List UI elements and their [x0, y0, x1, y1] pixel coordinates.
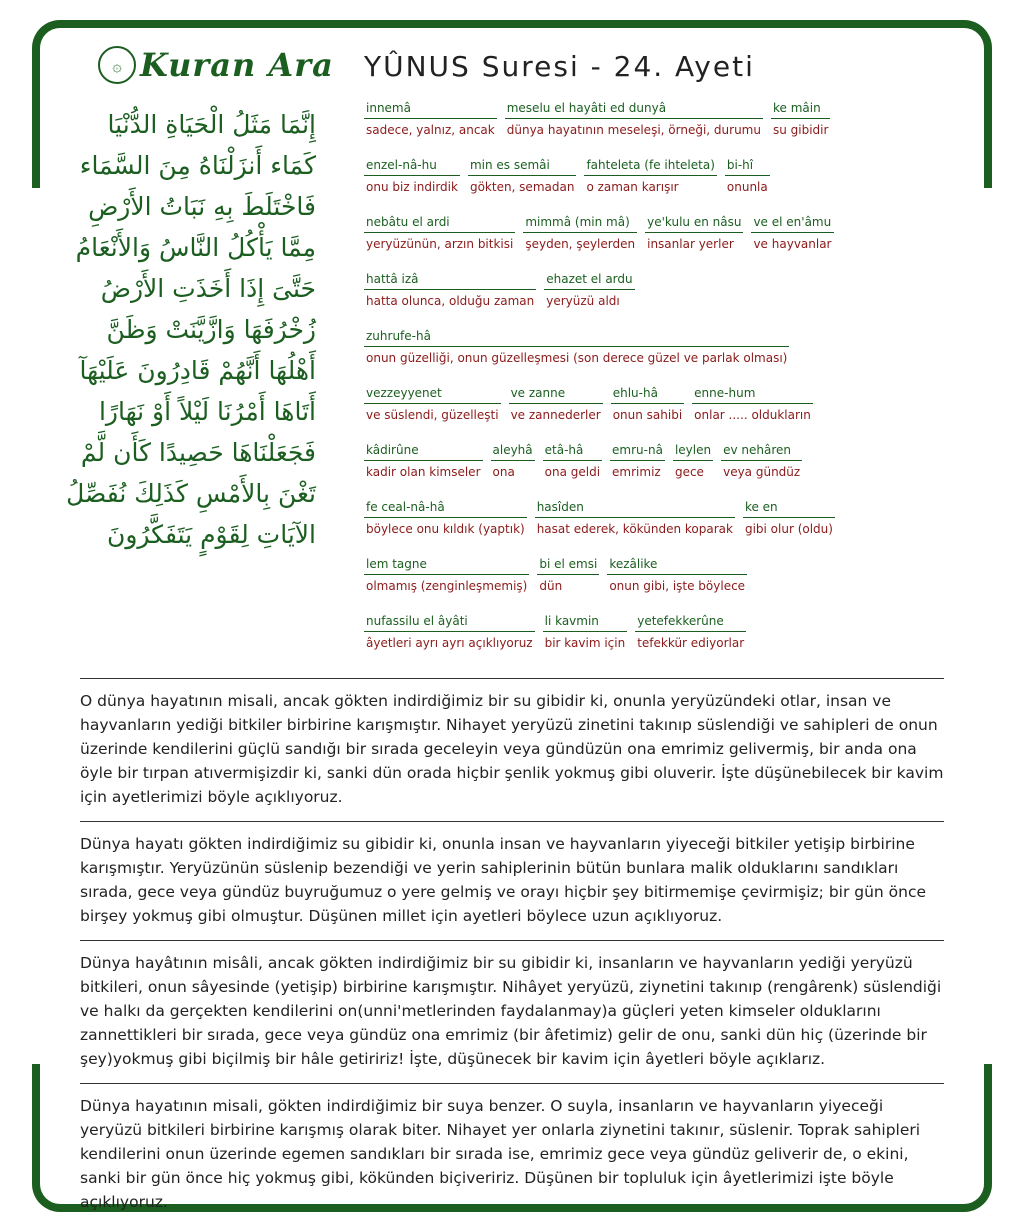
word-item[interactable]: [364, 557, 529, 614]
word-item[interactable]: [771, 101, 830, 158]
word-item[interactable]: [535, 500, 735, 557]
word-meaning: hatta olunca, olduğu zaman: [366, 294, 535, 308]
word-item[interactable]: [537, 557, 599, 614]
word-transliteration[interactable]: enne-hum: [692, 386, 813, 404]
word-meaning: onun güzelliği, onun güzelleşmesi (son derece güzel ve parlak olması): [366, 351, 788, 365]
word-item[interactable]: [364, 272, 536, 329]
word-meaning: âyetleri ayrı ayrı açıklıyoruz: [366, 636, 533, 650]
word-transliteration[interactable]: yetefekkerûne: [635, 614, 746, 632]
arabic-line: فَجَعَلْنَاهَا حَصِيدًا كَأَن لَّمْ: [80, 438, 316, 467]
word-transliteration[interactable]: min es semâi: [468, 158, 576, 176]
word-item[interactable]: [611, 386, 684, 443]
word-meaning: veya gündüz: [723, 465, 801, 479]
word-item[interactable]: [584, 158, 716, 215]
word-meaning: gece: [674, 465, 704, 479]
word-transliteration[interactable]: kezâlike: [607, 557, 747, 575]
word-meaning: onun sahibi: [612, 408, 683, 422]
word-transliteration[interactable]: ke en: [743, 500, 835, 518]
page-title: YÛNUS Suresi - 24. Ayeti: [364, 50, 755, 83]
word-transliteration[interactable]: hattâ izâ: [364, 272, 536, 290]
word-meaning: şeyden, şeylerden: [525, 237, 636, 251]
word-transliteration[interactable]: bi-hî: [725, 158, 770, 176]
word-transliteration[interactable]: nebâtu el ardi: [364, 215, 515, 233]
word-item[interactable]: [505, 101, 763, 158]
word-item[interactable]: [364, 101, 497, 158]
word-transliteration[interactable]: aleyhâ: [491, 443, 535, 461]
word-transliteration[interactable]: ke mâin: [771, 101, 830, 119]
word-row: [364, 557, 984, 614]
word-item[interactable]: [635, 614, 746, 671]
word-meaning: yeryüzünün, arzın bitkisi: [366, 237, 514, 251]
word-transliteration[interactable]: mimmâ (min mâ): [523, 215, 637, 233]
word-row: [364, 500, 984, 557]
word-transliteration[interactable]: ev nehâren: [721, 443, 802, 461]
translation-paragraph: Dünya hayatı gökten indirdiğimiz su gibidir ki, onunla insan ve hayvanların yiyeceği bitkiler yetişip birbirine karışmıştır. Yeryüzünün süslenip bezendiği ve yerin sahiplerinin bütün bunlara malik olduklarını sandıkları sırada, gece veya gündüz buyruğumuz o yere gelmiş ve orayı hiçbir şey bitirmemişe çevirmişiz; bir gün önce birşey yokmuş gibi olmuştur. Düşünen millet için ayetleri böylece uzun açıklıyoruz.: [80, 821, 944, 940]
word-transliteration[interactable]: meselu el hayâti ed dunyâ: [505, 101, 763, 119]
translation-paragraph: Dünya hayatının misali, gökten indirdiğimiz bir suya benzer. O suyla, insanların ve hayvanların yiyeceği yeryüzü bitkileri birbirine karışmış olarak biter. Nihayet yer onlarla ziynetini takınır, süslenir. Toprak sahipleri kendilerini onun üzerinde egemen sandıkları bir sırada ise, emrimiz gece veya gündüz geliverir de, o ekini, sanki bir gün önce hiç yokmuş gibi, kökünden biçiveririz. Düşünen bir topluluk için âyetlerimizi işte böyle açıklıyoruz.: [80, 1083, 944, 1226]
word-item[interactable]: [645, 215, 743, 272]
word-item[interactable]: [725, 158, 770, 215]
word-transliteration[interactable]: ve el en'âmu: [751, 215, 833, 233]
word-meaning: su gibidir: [772, 123, 829, 137]
logo-text: Kuran Ara: [140, 46, 334, 84]
word-item[interactable]: [364, 443, 483, 500]
word-transliteration[interactable]: hasîden: [535, 500, 735, 518]
word-item[interactable]: [721, 443, 802, 500]
word-transliteration[interactable]: ehazet el ardu: [544, 272, 634, 290]
word-item[interactable]: [364, 500, 527, 557]
word-transliteration[interactable]: etâ-hâ: [543, 443, 602, 461]
word-item[interactable]: [673, 443, 713, 500]
translation-paragraph: O dünya hayatının misali, ancak gökten indirdiğimiz bir su gibidir ki, onunla yeryüzündeki otlar, insan ve hayvanların yediği bitkiler birbirine karışmıştır. Nihayet yeryüzü zinetini takınıp süslendiği ve sahipleri de onun üzerinde kendilerini güçlü sandığı bir sırada geceleyin veya gündüzün ona emrimiz gelivermiş, bir anda ona öyle bir tırpan atıvermişizdir ki, sanki dün orada hiçbir şenlik yokmuş gibi oluverir. İşte düşünebilecek bir kavim için ayetlerimizi böyle açıklıyoruz.: [80, 678, 944, 821]
arabic-line: أَهْلُهَا أَنَّهُمْ قَادِرُونَ عَلَيْهَآ: [79, 356, 316, 385]
word-item[interactable]: [364, 158, 460, 215]
word-meaning: tefekkür ediyorlar: [637, 636, 745, 650]
word-item[interactable]: [610, 443, 665, 500]
arabic-line: كَمَاء أَنزَلْنَاهُ مِنَ السَّمَاء: [79, 151, 316, 180]
arabic-line: إِنَّمَا مَثَلُ الْحَيَاةِ الدُّنْيَا: [107, 110, 316, 139]
word-transliteration[interactable]: kâdirûne: [364, 443, 483, 461]
word-item[interactable]: [543, 614, 628, 671]
translation-paragraph: Dünya hayâtının misâli, ancak gökten indirdiğimiz bir su gibidir ki, insanların ve hayvanların yediği yeryüzü bitkileri, onun sâyesinde (yetişip) birbirine karışmıştır. Nihâyet yeryüzü, ziynetini takınıp (rengârenk) süslendiği ve halkı da gerçekten kendilerini on(unni'metlerinden faydalanmay)a güçleri yeten kimseler olduklarını zannettikleri bir sırada, gece veya gündüz ona emrimiz (bir âfetimiz) gelir de onu, sanki dün hiç (üzerinde bir şey)yokmuş gibi biçilmiş bir hâle getiririz! İşte, düşünecek bir kavim için âyetleri böyle açıklarız.: [80, 940, 944, 1083]
word-item[interactable]: [468, 158, 576, 215]
word-item[interactable]: [509, 386, 603, 443]
word-row: [364, 443, 984, 500]
word-transliteration[interactable]: ehlu-hâ: [611, 386, 684, 404]
word-item[interactable]: [607, 557, 747, 614]
word-transliteration[interactable]: enzel-nâ-hu: [364, 158, 460, 176]
word-meaning: ve hayvanlar: [753, 237, 832, 251]
word-meaning: sadece, yalnız, ancak: [366, 123, 495, 137]
arabic-line: زُخْرُفَهَا وَازَّيَّنَتْ وَظَنَّ: [106, 315, 316, 344]
word-meaning: ona: [492, 465, 515, 479]
word-by-word-list: [364, 101, 984, 671]
arabic-line: أَتَاهَا أَمْرُنَا لَيْلاً أَوْ نَهَارًا: [98, 397, 316, 426]
arabic-line: تَغْنَ بِالأَمْسِ كَذَلِكَ نُفَصِّلُ: [66, 479, 316, 508]
word-meaning: böylece onu kıldık (yaptık): [366, 522, 525, 536]
word-meaning: gökten, semadan: [469, 180, 575, 194]
word-meaning: onu biz indirdik: [366, 180, 458, 194]
word-meaning: dünya hayatının meseleşi, örneği, durumu: [506, 123, 761, 137]
word-transliteration[interactable]: lem tagne: [364, 557, 529, 575]
word-item[interactable]: [743, 500, 835, 557]
translations-list: [80, 678, 944, 1226]
word-item[interactable]: [364, 386, 501, 443]
arabic-line: فَاخْتَلَطَ بِهِ نَبَاتُ الأَرْضِ: [88, 192, 316, 221]
word-meaning: onun gibi, işte böylece: [609, 579, 746, 593]
word-meaning: ve zannederler: [510, 408, 601, 422]
word-meaning: ona geldi: [544, 465, 601, 479]
word-item[interactable]: [364, 614, 535, 671]
word-item[interactable]: [364, 329, 789, 386]
word-meaning: hasat ederek, kökünden koparak: [536, 522, 733, 536]
word-row: [364, 101, 984, 158]
word-meaning: bir kavim için: [544, 636, 626, 650]
word-meaning: yeryüzü aldı: [546, 294, 620, 308]
word-transliteration[interactable]: zuhrufe-hâ: [364, 329, 789, 347]
word-item[interactable]: [523, 215, 637, 272]
word-item[interactable]: [544, 272, 634, 329]
arabic-verse: [44, 104, 316, 555]
word-meaning: kadir olan kimseler: [366, 465, 481, 479]
arabic-line: مِمَّا يَأْكُلُ النَّاسُ وَالأَنْعَامُ: [75, 233, 316, 262]
word-meaning: ve süslendi, güzelleşti: [366, 408, 499, 422]
word-transliteration[interactable]: leylen: [673, 443, 713, 461]
word-meaning: dün: [539, 579, 563, 593]
word-meaning: o zaman karışır: [586, 180, 679, 194]
word-transliteration[interactable]: emru-nâ: [610, 443, 665, 461]
word-row: [364, 215, 984, 272]
word-transliteration[interactable]: fe ceal-nâ-hâ: [364, 500, 527, 518]
word-transliteration[interactable]: nufassilu el âyâti: [364, 614, 535, 632]
word-meaning: onlar ..... oldukların: [694, 408, 811, 422]
word-transliteration[interactable]: li kavmin: [543, 614, 628, 632]
word-row: [364, 329, 984, 386]
arabic-line: الآيَاتِ لِقَوْمٍ يَتَفَكَّرُونَ: [106, 520, 316, 549]
word-meaning: onunla: [726, 180, 768, 194]
word-row: [364, 386, 984, 443]
word-transliteration[interactable]: innemâ: [364, 101, 497, 119]
word-transliteration[interactable]: bi el emsi: [537, 557, 599, 575]
word-meaning: emrimiz: [612, 465, 661, 479]
site-logo[interactable]: [98, 46, 334, 84]
word-meaning: insanlar yerler: [647, 237, 734, 251]
word-meaning: olmamış (zenginleşmemiş): [366, 579, 528, 593]
word-row: [364, 158, 984, 215]
word-transliteration[interactable]: vezzeyyenet: [364, 386, 501, 404]
word-item[interactable]: [751, 215, 833, 272]
word-item[interactable]: [364, 215, 515, 272]
arabic-line: حَتَّىَ إِذَا أَخَذَتِ الأَرْضُ: [100, 274, 316, 303]
word-row: [364, 272, 984, 329]
word-item[interactable]: [543, 443, 602, 500]
quran-seal-icon: ۞: [98, 46, 136, 84]
word-transliteration[interactable]: ye'kulu en nâsu: [645, 215, 743, 233]
word-transliteration[interactable]: ve zanne: [509, 386, 603, 404]
word-row: [364, 614, 984, 671]
word-item[interactable]: [692, 386, 813, 443]
word-item[interactable]: [491, 443, 535, 500]
word-transliteration[interactable]: fahteleta (fe ihteleta): [584, 158, 716, 176]
word-meaning: gibi olur (oldu): [744, 522, 833, 536]
